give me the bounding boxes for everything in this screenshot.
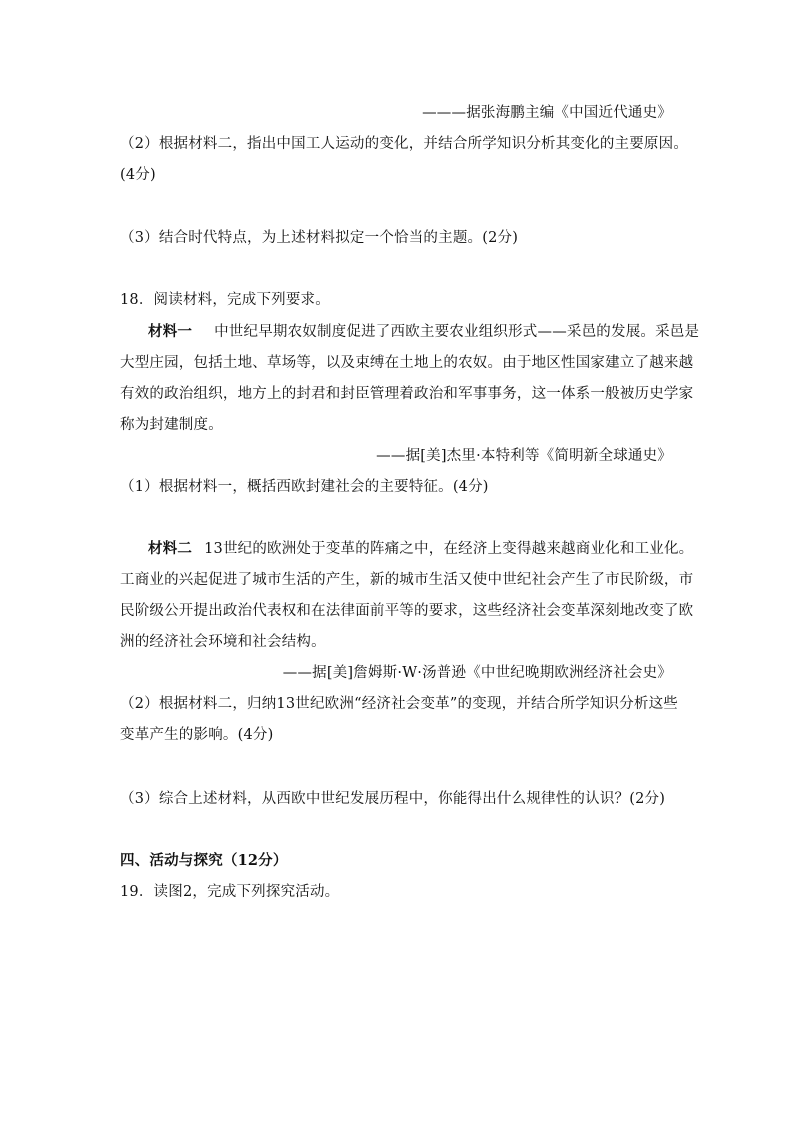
section4-heading: 四、活动与探究（12分）	[120, 852, 288, 869]
q18-m2-line3: 民阶级公开提出政治代表权和在法律面前平等的要求，这些经济社会变革深刻地改变了欧	[120, 603, 694, 619]
material-one-label: 材料一	[148, 323, 193, 340]
q18-m1-line2: 大型庄园，包括土地、草场等，以及束缚在土地上的农奴。由于地区性国家建立了越来越	[120, 355, 694, 371]
material-one-text: 中世纪早期农奴制度促进了西欧主要农业组织形式——采邑的发展。采邑是	[214, 324, 700, 340]
q18-m1-line4: 称为封建制度。	[120, 417, 223, 433]
q17-source: ———据张海鹏主编《中国近代通史》	[422, 105, 672, 121]
q18-sub3: （3）综合上述材料，从西欧中世纪发展历程中，你能得出什么规律性的认识？(2分)	[120, 791, 666, 807]
q18-m1-line3: 有效的政治组织，地方上的封君和封臣管理着政治和军事事务，这一体系一般被历史学家	[120, 386, 694, 402]
q18-sub2-line2: 变革产生的影响。(4分)	[120, 727, 274, 743]
q18-m2-line1	[148, 539, 693, 559]
q19-text: 19．读图2，完成下列探究活动。	[120, 884, 340, 900]
material-two-text: 13世纪的欧洲处于变革的阵痛之中，在经济上变得越来越商业化和工业化。	[204, 541, 694, 557]
material-two-label: 材料二	[148, 540, 193, 557]
q17-sub2-line1: （2）根据材料二，指出中国工人运动的变化，并结合所学知识分析其变化的主要原因。	[120, 136, 689, 152]
q18-m2-line2: 工商业的兴起促进了城市生活的产生，新的城市生活又使中世纪社会产生了市民阶级，市	[120, 572, 694, 588]
q17-sub3: （3）结合时代特点，为上述材料拟定一个恰当的主题。(2分)	[120, 230, 519, 246]
q18-m1-line1	[148, 322, 699, 342]
q18-m1-source: ——据[美]杰里·本特利等《简明新全球通史》	[376, 448, 672, 464]
q18-sub1: （1）根据材料一，概括西欧封建社会的主要特征。(4分)	[120, 479, 489, 495]
q18-m2-source: ——据[美]詹姆斯·W·汤普逊《中世纪晚期欧洲经济社会史》	[282, 665, 672, 681]
q18-sub2-line1: （2）根据材料二，归纳13世纪欧洲“经济社会变革”的变现，并结合所学知识分析这些	[120, 696, 678, 712]
q18-m2-line4: 洲的经济社会环境和社会结构。	[120, 634, 326, 650]
q17-sub2-line2: (4分)	[120, 167, 156, 183]
q18-intro: 18．阅读材料，完成下列要求。	[120, 292, 330, 308]
